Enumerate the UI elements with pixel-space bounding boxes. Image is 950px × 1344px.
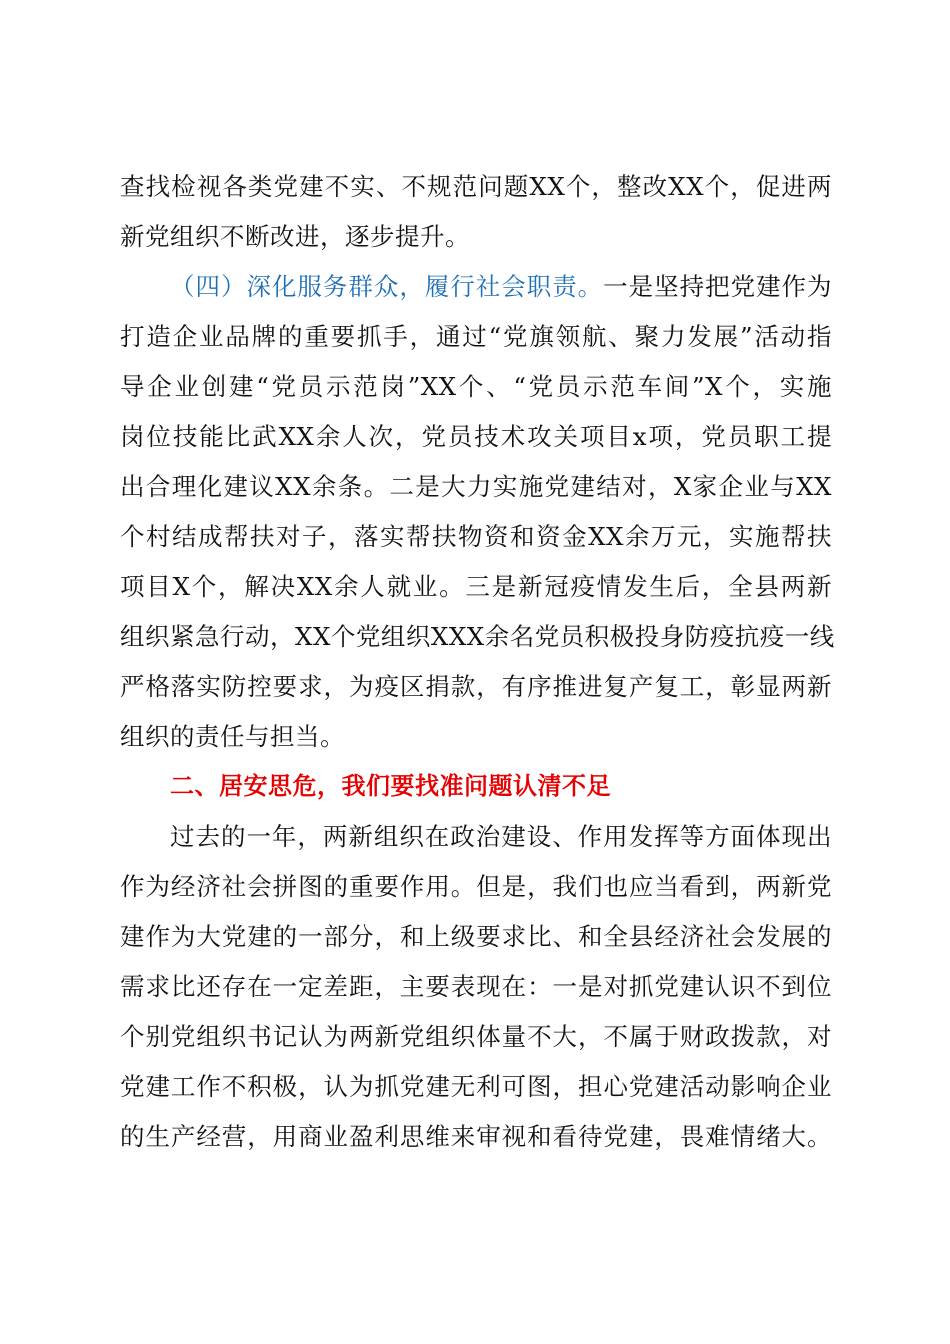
- paragraph-line: 导企业创建“党员示范岗”XX个、“党员示范车间”X个，实施: [120, 372, 832, 401]
- paragraph-line: 个别党组织书记认为两新党组织体量不大，不属于财政拨款，对: [120, 1022, 832, 1051]
- paragraph-line: 需求比还存在一定差距，主要表现在：一是对抓党建认识不到位: [120, 972, 832, 1001]
- paragraph-line: 党建工作不积极，认为抓党建无利可图，担心党建活动影响企业: [120, 1072, 832, 1101]
- paragraph-line: 打造企业品牌的重要抓手，通过“党旗领航、聚力发展”活动指: [120, 322, 832, 351]
- paragraph-line: 组织的责任与担当。: [120, 722, 345, 751]
- paragraph-line: 作为经济社会拼图的重要作用。但是，我们也应当看到，两新党: [120, 872, 832, 901]
- paragraph-line: 出合理化建议XX余条。二是大力实施党建结对，X家企业与XX: [120, 472, 832, 501]
- paragraph-line: 严格落实防控要求，为疫区捐款，有序推进复产复工，彰显两新: [120, 672, 832, 701]
- paragraph-line: 查找检视各类党建不实、不规范问题XX个，整改XX个，促进两: [120, 172, 832, 201]
- paragraph-first-line: [120, 267, 832, 307]
- subsection-heading: （四）深化服务群众，履行社会职责。: [170, 272, 604, 301]
- paragraph-line: 岗位技能比武XX余人次，党员技术攻关项目x项，党员职工提: [120, 422, 832, 451]
- section-heading: 二、居安思危，我们要找准问题认清不足: [170, 772, 611, 800]
- paragraph-line: 项目X个，解决XX余人就业。三是新冠疫情发生后，全县两新: [120, 572, 832, 601]
- paragraph-first-line: 过去的一年，两新组织在政治建设、作用发挥等方面体现出: [170, 822, 832, 851]
- paragraph-line: 的生产经营，用商业盈利思维来审视和看待党建，畏难情绪大。: [120, 1122, 832, 1151]
- paragraph-line: 组织紧急行动，XX个党组织XXX余名党员积极投身防疫抗疫一线: [120, 622, 835, 651]
- paragraph-line: 新党组织不断改进，逐步提升。: [120, 222, 470, 251]
- paragraph-text: 一是坚持把党建作为: [603, 272, 833, 301]
- paragraph-line: 个村结成帮扶对子，落实帮扶物资和资金XX余万元，实施帮扶: [120, 522, 832, 551]
- paragraph-line: 建作为大党建的一部分，和上级要求比、和全县经济社会发展的: [120, 922, 832, 951]
